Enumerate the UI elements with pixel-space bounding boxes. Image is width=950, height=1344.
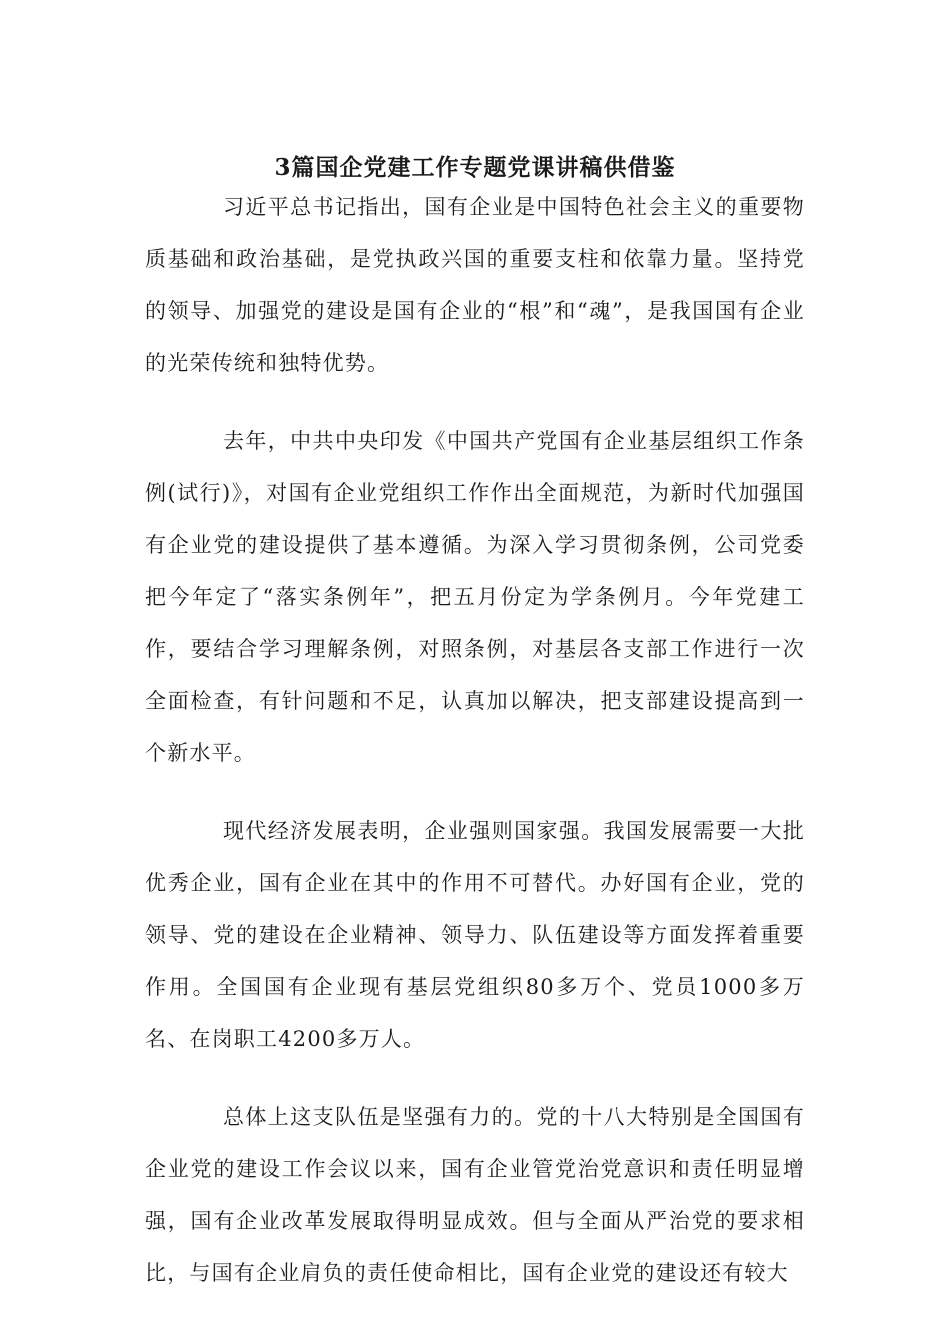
paragraph-3: 现代经济发展表明，企业强则国家强。我国发展需要一大批优秀企业，国有企业在其中的作用不可替代。办好国有企业，党的领导、党的建设在企业精神、领导力、队伍建设等方面发挥着重要作用。全国国有企业现有基层党组织80多万个、党员1000多万名、在岗职工4200多万人。 xyxy=(145,819,805,1051)
document-title: 3篇国企党建工作专题党课讲稿供借鉴 xyxy=(274,154,676,182)
paragraph-4: 总体上这支队伍是坚强有力的。党的十八大特别是全国国有企业党的建设工作会议以来，国有企业管党治党意识和责任明显增强，国有企业改革发展取得明显成效。但与全面从严治党的要求相比，与国有企业肩负的责任使命相比，国有企业党的建设还有较大 xyxy=(145,1105,805,1285)
paragraph-2: 去年，中共中央印发《中国共产党国有企业基层组织工作条例(试行)》，对国有企业党组织工作作出全面规范，为新时代加强国有企业党的建设提供了基本遵循。为深入学习贯彻条例，公司党委把今年定了“落实条例年”，把五月份定为学条例月。今年党建工作，要结合学习理解条例，对照条例，对基层各支部工作进行一次全面检查，有针问题和不足，认真加以解决，把支部建设提高到一个新水平。 xyxy=(145,429,805,765)
document-body xyxy=(145,181,805,1299)
paragraph-1: 习近平总书记指出，国有企业是中国特色社会主义的重要物质基础和政治基础，是党执政兴国的重要支柱和依靠力量。坚持党的领导、加强党的建设是国有企业的“根”和“魂”，是我国国有企业的光荣传统和独特优势。 xyxy=(145,195,805,375)
